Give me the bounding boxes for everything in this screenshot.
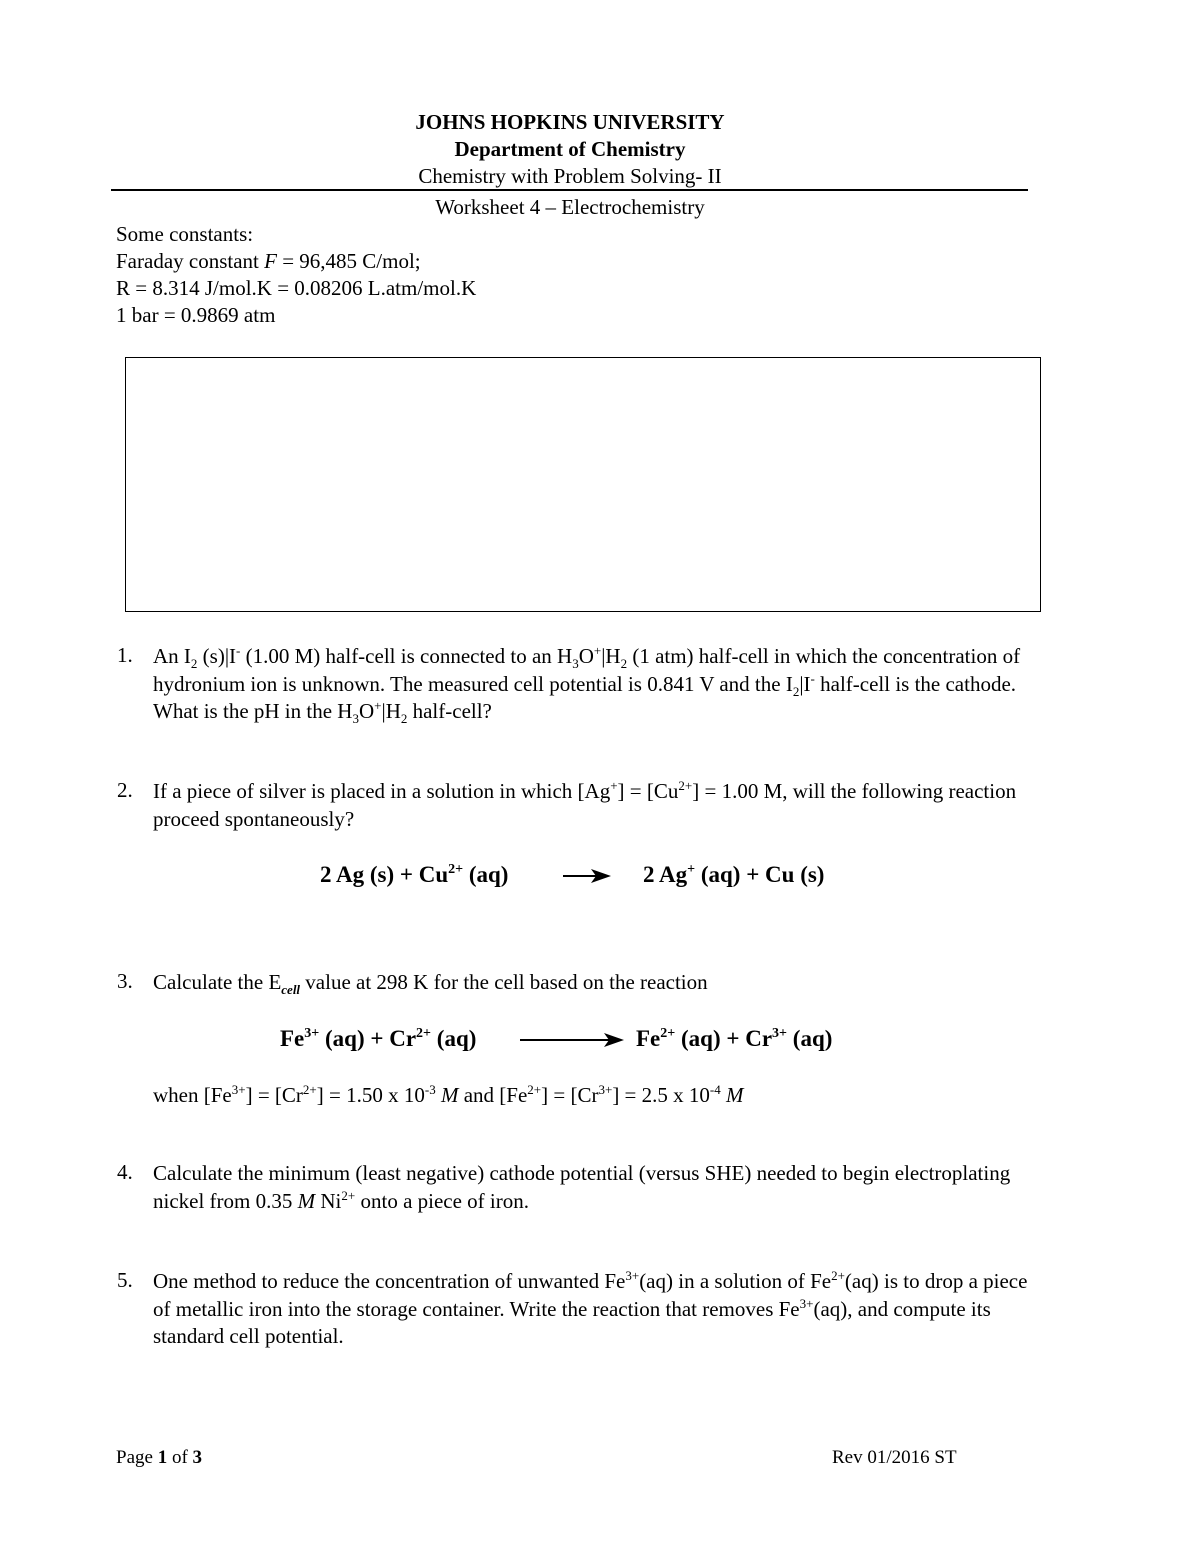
q2-eq-right-text: 2 Ag <box>643 862 688 887</box>
q1-t7: |I <box>799 671 811 696</box>
question-3-number: 3. <box>117 969 133 993</box>
q1-t11: half-cell? <box>407 699 492 723</box>
q1-s5: 2 <box>620 656 628 671</box>
q1-s3: 3 <box>572 656 579 671</box>
q1-t8: half-cell is the cathode. What is the pH in the H <box>153 671 1017 723</box>
q4-t3: onto a piece of iron. <box>355 1188 530 1213</box>
q1-s1: 2 <box>190 656 198 671</box>
q4-molar: M <box>297 1188 316 1213</box>
q2-eq-left-sup: 2+ <box>448 862 464 877</box>
q1-t3: (1.00 M) half-cell is connected to an H <box>240 644 573 668</box>
department-title: Department of Chemistry <box>454 137 686 161</box>
q3-eq-b: (aq) + Cr <box>319 1026 417 1051</box>
q3-eq-f: (aq) <box>787 1026 833 1051</box>
q3-eq-b-sup: 2+ <box>416 1026 432 1041</box>
q1-s8: 3 <box>352 711 359 726</box>
q3-w5: ] = [Cr <box>541 1083 599 1107</box>
q2-t3: ] = 1.00 M, will the following reaction proceed spontaneously? <box>153 779 1017 831</box>
q2-equation-left <box>320 862 508 888</box>
q3-w2: ] = [Cr <box>245 1083 303 1107</box>
q3-ws5: 3+ <box>598 1082 613 1097</box>
q2-eq-left-end: (aq) <box>463 862 509 887</box>
gas-constant: R = 8.314 J/mol.K = 0.08206 L.atm/mol.K <box>116 276 477 300</box>
q3-eq-d: Fe <box>636 1026 661 1051</box>
q5-t1: One method to reduce the concentration of unwanted Fe <box>153 1269 626 1293</box>
reaction-arrow-icon <box>561 866 613 886</box>
question-5-number: 5. <box>117 1268 133 1292</box>
q2-t2: ] = [Cu <box>617 779 679 803</box>
q1-t1: An I <box>153 644 191 668</box>
q1-t5: |H <box>601 644 621 668</box>
page-indicator <box>116 1447 202 1469</box>
q2-s1: + <box>610 778 618 793</box>
q5-s3: 3+ <box>799 1295 814 1311</box>
q2-eq-right-sup: + <box>687 862 696 877</box>
q3-ws4: 2+ <box>527 1082 542 1097</box>
q3-ws1: 3+ <box>231 1082 246 1097</box>
q5-t2: (aq) in a solution of Fe <box>639 1269 832 1293</box>
q1-t10: |H <box>381 699 401 723</box>
bar-conversion: 1 bar = 0.9869 atm <box>116 303 276 327</box>
q3-equation-left <box>280 1026 476 1052</box>
header-rule <box>111 189 1028 191</box>
question-2-number: 2. <box>117 778 133 802</box>
question-5-text <box>153 1268 1033 1351</box>
q3-ws2: 2+ <box>302 1082 317 1097</box>
q3-ws6: -4 <box>709 1082 721 1097</box>
q1-t9: O <box>358 699 375 723</box>
q3-molar-1: M <box>440 1083 459 1107</box>
q1-s9: + <box>374 698 382 713</box>
q5-t4: (aq), and compute its standard cell potential. <box>153 1296 991 1348</box>
q2-eq-left-text: 2 Ag (s) + Cu <box>320 862 449 887</box>
university-title: JOHNS HOPKINS UNIVERSITY <box>415 110 725 134</box>
q2-t1: If a piece of silver is placed in a solution in which [Ag <box>153 779 611 803</box>
q1-t4: O <box>578 644 594 668</box>
question-1-number: 1. <box>117 643 133 667</box>
answer-box <box>125 357 1041 612</box>
q3-ws3: -3 <box>424 1082 436 1097</box>
q5-s2: 2+ <box>831 1268 845 1283</box>
q4-t2: Ni <box>315 1188 342 1213</box>
q3-equation-right <box>636 1026 832 1052</box>
question-2-text <box>153 778 1033 833</box>
course-title: Chemistry with Problem Solving- II <box>418 164 722 188</box>
faraday-constant <box>116 249 421 274</box>
faraday-symbol: F <box>264 249 277 273</box>
revision-label: Rev 01/2016 ST <box>832 1447 957 1468</box>
q3-w6: ] = 2.5 x 10 <box>612 1083 710 1107</box>
q4-t1: Calculate the minimum (least negative) cathode potential (versus SHE) needed to begin electroplating nickel from 0.35 <box>153 1161 1011 1213</box>
constants-heading: Some constants: <box>116 222 254 246</box>
q5-t3: (aq) is to drop a piece of metallic iron into the storage container. Write the reaction that removes Fe <box>153 1269 1028 1321</box>
q1-s4: + <box>593 643 602 658</box>
q1-s10: 2 <box>400 711 408 726</box>
q1-s6: 2 <box>792 683 800 699</box>
question-1-text <box>153 643 1033 726</box>
q1-s7: - <box>810 670 815 686</box>
q1-s2: - <box>236 643 241 658</box>
reaction-arrow-long-icon <box>518 1030 626 1050</box>
q2-equation-right <box>643 862 824 888</box>
q3-sub-cell: cell <box>281 982 301 997</box>
q1-t2: (s)|I <box>197 644 237 668</box>
q5-s1: 3+ <box>625 1268 640 1283</box>
q3-t1: Calculate the E <box>153 970 282 994</box>
q3-t2: value at 298 K for the cell based on the reaction <box>300 970 708 994</box>
question-4-number: 4. <box>117 1160 133 1184</box>
q4-s1: 2+ <box>341 1187 356 1203</box>
q3-w3: ] = 1.50 x 10 <box>316 1083 425 1107</box>
q3-eq-c: (aq) <box>431 1026 477 1051</box>
q3-eq-d-sup: 2+ <box>660 1026 676 1041</box>
page-total: 3 <box>192 1447 203 1468</box>
q3-w1: when [Fe <box>153 1083 232 1107</box>
of-label: of <box>167 1447 193 1468</box>
q3-eq-e-sup: 3+ <box>772 1026 788 1041</box>
page-number: 1 <box>157 1447 168 1468</box>
q2-s2: 2+ <box>678 778 693 793</box>
q1-t6: (1 atm) half-cell in which the concentration of hydronium ion is unknown. The measured cell potential is 0.841 V and the I <box>153 644 1021 696</box>
faraday-label: Faraday constant <box>116 249 265 273</box>
q2-eq-right-end: (aq) + Cu (s) <box>695 862 825 887</box>
q3-w4: and [Fe <box>458 1083 528 1107</box>
question-3-text <box>153 969 1033 997</box>
q3-eq-a: Fe <box>280 1026 305 1051</box>
worksheet-title: Worksheet 4 – Electrochemistry <box>435 195 705 219</box>
page-label: Page <box>116 1447 158 1468</box>
q3-conditions <box>153 1083 744 1108</box>
q3-molar-2: M <box>726 1083 744 1107</box>
q3-eq-e: (aq) + Cr <box>675 1026 773 1051</box>
faraday-value: = 96,485 C/mol; <box>276 249 421 273</box>
q3-eq-a-sup: 3+ <box>304 1026 320 1041</box>
question-4-text <box>153 1160 1033 1215</box>
